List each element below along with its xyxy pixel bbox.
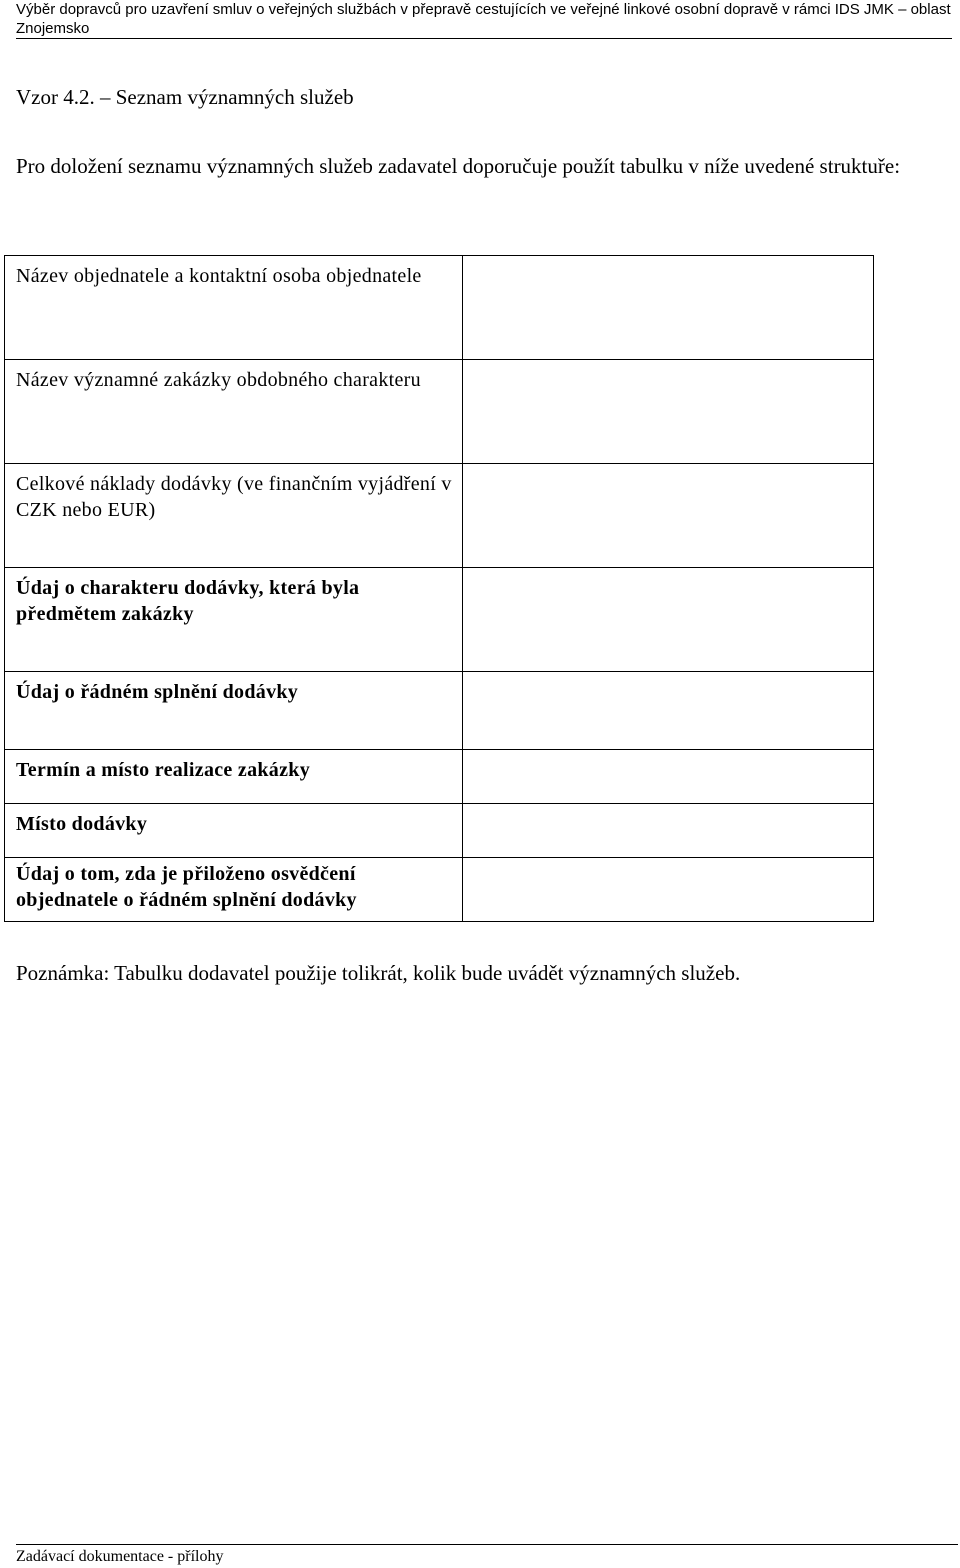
header-divider bbox=[16, 38, 952, 39]
row-value-proper-fulfillment bbox=[463, 672, 874, 750]
row-value-client bbox=[463, 256, 874, 360]
row-label-date-place: Termín a místo realizace zakázky bbox=[5, 750, 463, 804]
table-row bbox=[5, 750, 874, 804]
table-row bbox=[5, 804, 874, 858]
row-label-client: Název objednatele a kontaktní osoba objednatele bbox=[5, 256, 463, 360]
row-value-contract-name bbox=[463, 360, 874, 464]
row-label-contract-name: Název významné zakázky obdobného charakteru bbox=[5, 360, 463, 464]
row-label-proper-fulfillment: Údaj o řádném splnění dodávky bbox=[5, 672, 463, 750]
footer-divider bbox=[16, 1544, 958, 1545]
table-row bbox=[5, 464, 874, 568]
row-label-total-cost: Celkové náklady dodávky (ve finančním vyjádření v CZK nebo EUR) bbox=[5, 464, 463, 568]
row-value-total-cost bbox=[463, 464, 874, 568]
table-row bbox=[5, 568, 874, 672]
row-value-certificate bbox=[463, 858, 874, 922]
section-heading: Vzor 4.2. – Seznam významných služeb bbox=[16, 85, 354, 109]
table-row bbox=[5, 360, 874, 464]
page-footer: Zadávací dokumentace - přílohy bbox=[16, 1548, 224, 1565]
row-label-delivery-place: Místo dodávky bbox=[5, 804, 463, 858]
row-value-delivery-character bbox=[463, 568, 874, 672]
note-text: Poznámka: Tabulku dodavatel použije tolikrát, kolik bude uvádět významných služeb. bbox=[16, 961, 741, 985]
row-label-certificate: Údaj o tom, zda je přiloženo osvědčení objednatele o řádném splnění dodávky bbox=[5, 858, 463, 922]
table-row bbox=[5, 672, 874, 750]
services-table bbox=[4, 255, 874, 922]
intro-paragraph: Pro doložení seznamu významných služeb zadavatel doporučuje použít tabulku v níže uvedené struktuře: bbox=[16, 154, 901, 178]
page-header bbox=[16, 0, 952, 38]
table-row bbox=[5, 256, 874, 360]
row-label-delivery-character: Údaj o charakteru dodávky, která byla předmětem zakázky bbox=[5, 568, 463, 672]
row-value-delivery-place bbox=[463, 804, 874, 858]
table-row bbox=[5, 858, 874, 922]
page-header-text: Výběr dopravců pro uzavření smluv o veřejných službách v přepravě cestujících ve veřejné linkové osobní dopravě v rámci IDS JMK – oblast Znojemsko bbox=[16, 1, 951, 37]
row-value-date-place bbox=[463, 750, 874, 804]
